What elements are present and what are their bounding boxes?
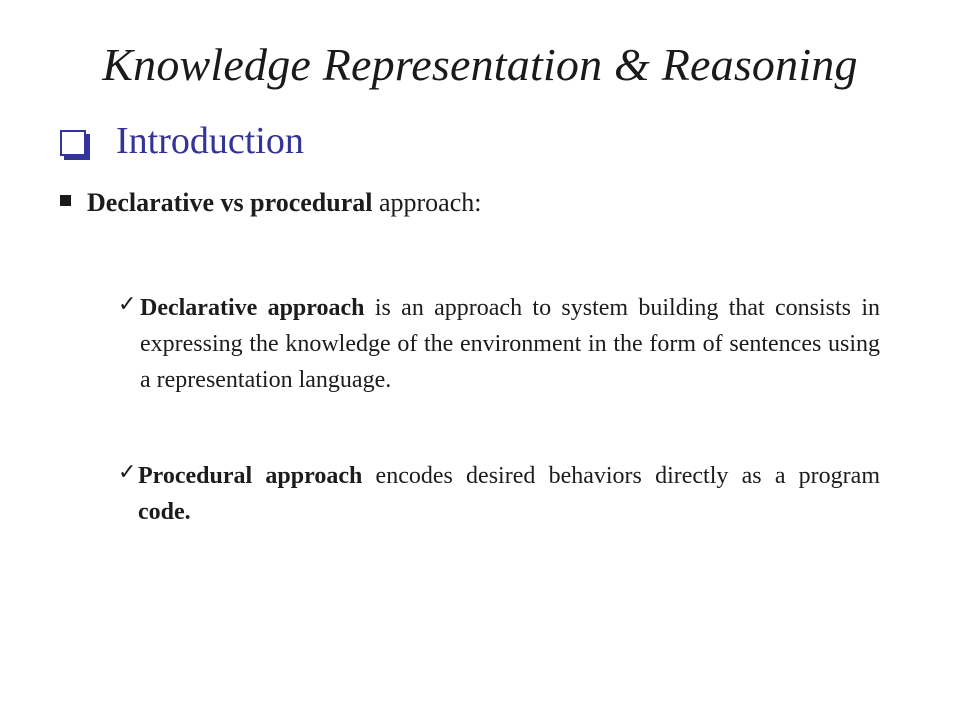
bullet-bold-text: Declarative vs procedural [87,188,373,217]
procedural-text: encodes desired behaviors directly as a program [362,463,880,489]
checkmark-icon: ✓ [118,460,137,485]
square-bullet-icon [60,195,71,206]
declarative-text: is an approach to system building that consists in expressing the knowledge of the environment in the form of sentences using a representation language. [140,295,880,393]
procedural-term: Procedural approach [138,463,363,489]
declarative-term: Declarative approach [140,295,365,321]
slide-title: Knowledge Representation & Reasoning [102,39,858,90]
procedural-code-term: code. [138,499,191,525]
declarative-paragraph [140,290,880,398]
main-bullet [60,188,481,218]
section-heading [60,122,304,160]
procedural-paragraph [138,458,880,530]
section-title: Introduction [116,120,304,162]
bullet-text: approach: [372,188,482,217]
checkmark-icon: ✓ [118,292,137,317]
checkbox-bullet-icon [60,130,86,156]
